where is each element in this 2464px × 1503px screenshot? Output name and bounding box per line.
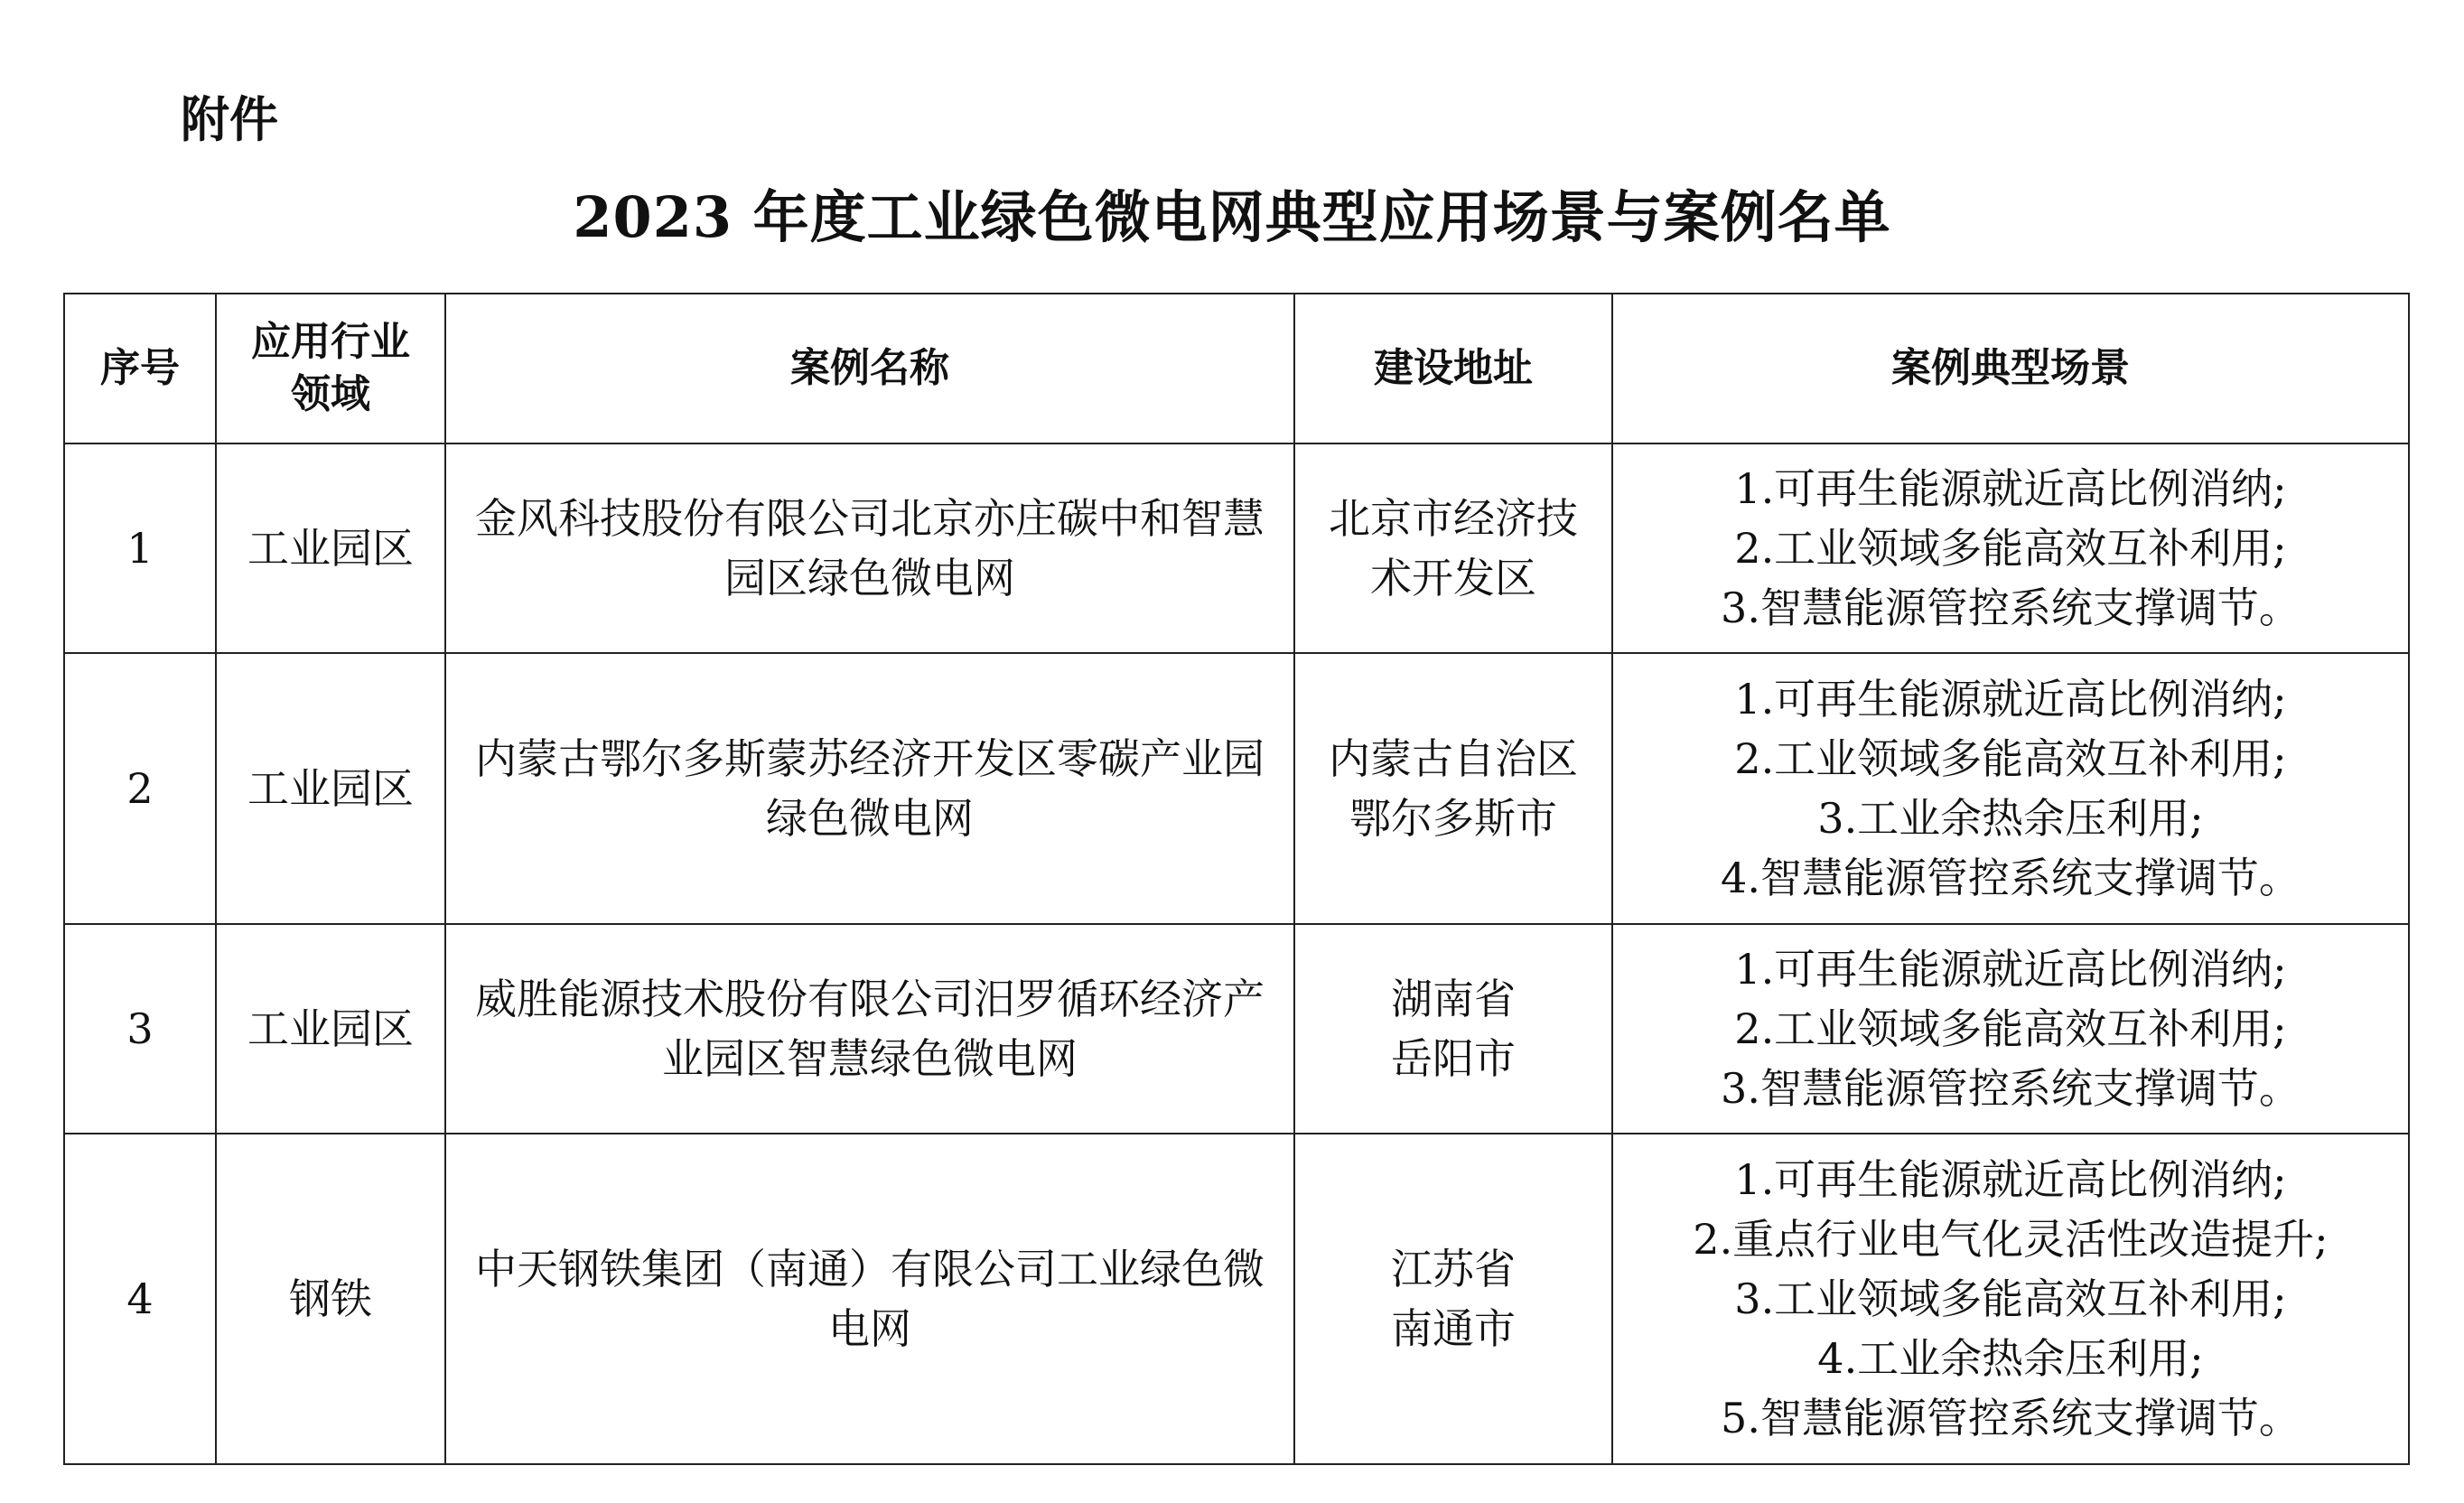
table-header-row [64,294,2409,443]
cell-scenes [1612,443,2409,653]
header-address: 建设地址 [1294,294,1612,443]
table-row [64,924,2409,1134]
cell-industry: 工业园区 [216,924,445,1134]
document-title: 2023 年度工业绿色微电网典型应用场景与案例名单 [573,184,1891,250]
scene-item: 2.工业领域多能高效互补利用; [1734,734,2287,783]
header-case-name: 案例名称 [445,294,1294,443]
cell-case-name: 中天钢铁集团（南通）有限公司工业绿色微电网 [445,1134,1294,1464]
scene-item: 3.工业余热余压利用; [1817,794,2204,843]
cell-scenes [1612,653,2409,924]
cell-seq: 3 [64,924,216,1134]
scene-item: 5.智慧能源管控系统支撑调节。 [1721,1394,2301,1442]
cell-scenes [1612,924,2409,1134]
scene-item: 2.工业领域多能高效互补利用; [1734,524,2287,573]
scene-item: 3.智慧能源管控系统支撑调节。 [1721,583,2301,632]
table-row [64,653,2409,924]
case-table [63,293,2410,1465]
cell-case-name: 内蒙古鄂尔多斯蒙苏经济开发区零碳产业园绿色微电网 [445,653,1294,924]
cell-seq: 2 [64,653,216,924]
scene-item: 4.智慧能源管控系统支撑调节。 [1721,854,2301,902]
scene-item: 3.工业领域多能高效互补利用; [1734,1274,2287,1323]
scene-item: 1.可再生能源就近高比例消纳; [1734,1155,2287,1204]
cell-address: 北京市经济技术开发区 [1294,443,1612,653]
cell-scenes [1612,1134,2409,1464]
scene-item: 2.重点行业电气化灵活性改造提升; [1693,1215,2329,1264]
attachment-label: 附件 [181,91,278,148]
cell-address: 江苏省南通市 [1294,1134,1612,1464]
scene-item: 4.工业余热余压利用; [1817,1334,2204,1383]
scene-item: 1.可再生能源就近高比例消纳; [1734,464,2287,513]
table-row [64,443,2409,653]
table-row [64,1134,2409,1464]
cell-address: 湖南省岳阳市 [1294,924,1612,1134]
scene-item: 1.可再生能源就近高比例消纳; [1734,945,2287,994]
scene-item: 2.工业领域多能高效互补利用; [1734,1004,2287,1053]
cell-case-name: 金风科技股份有限公司北京亦庄碳中和智慧园区绿色微电网 [445,443,1294,653]
cell-industry: 工业园区 [216,653,445,924]
cell-case-name: 威胜能源技术股份有限公司汨罗循环经济产业园区智慧绿色微电网 [445,924,1294,1134]
cell-seq: 4 [64,1134,216,1464]
cell-industry: 工业园区 [216,443,445,653]
cell-industry: 钢铁 [216,1134,445,1464]
header-seq: 序号 [64,294,216,443]
scene-item: 1.可再生能源就近高比例消纳; [1734,675,2287,723]
cell-address: 内蒙古自治区鄂尔多斯市 [1294,653,1612,924]
header-industry: 应用行业领域 [216,294,445,443]
scene-item: 3.智慧能源管控系统支撑调节。 [1721,1064,2301,1113]
header-scenes: 案例典型场景 [1612,294,2409,443]
cell-seq: 1 [64,443,216,653]
